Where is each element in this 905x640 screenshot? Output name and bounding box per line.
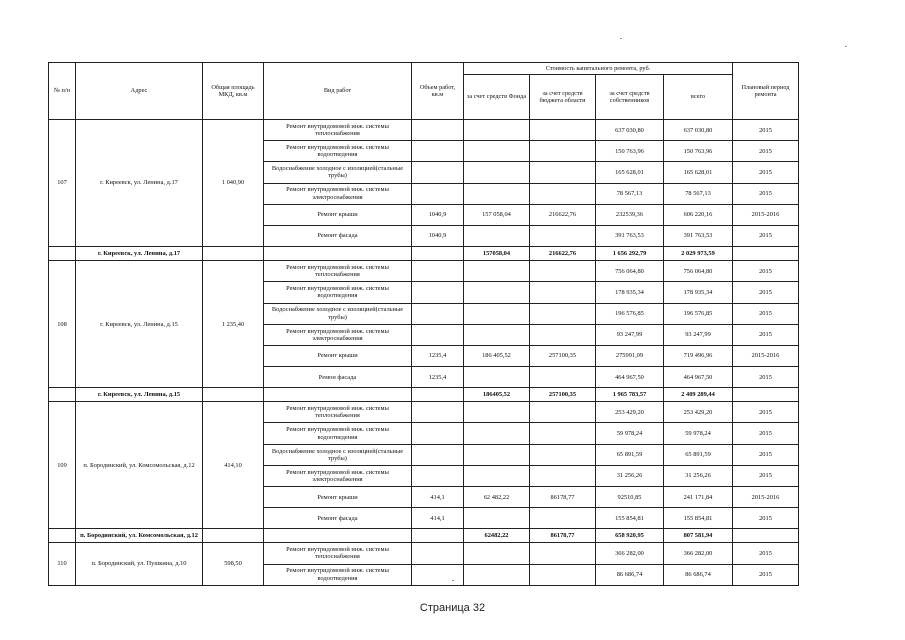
total-cell: 155 854,81: [664, 508, 733, 529]
owners-cell: 86 686,74: [596, 564, 664, 585]
region-budget-cell: 86178,77: [530, 487, 596, 508]
volume-cell: [412, 261, 464, 282]
period-cell: 2015-2016: [733, 204, 799, 225]
work-type-cell: Водоснабжение холодное с изоляцией(стальные трубы): [264, 444, 412, 465]
region-budget-cell: [530, 324, 596, 345]
fund-cell: 62 482,22: [464, 487, 530, 508]
total-cell: 464 967,50: [664, 367, 733, 388]
subtotal-total: 2 029 973,59: [664, 247, 733, 261]
owners-cell: 464 967,50: [596, 367, 664, 388]
volume-cell: 414,1: [412, 487, 464, 508]
subtotal-row: [49, 388, 799, 402]
region-budget-cell: 257100,35: [530, 345, 596, 366]
volume-cell: 1235,4: [412, 367, 464, 388]
total-cell: 719 496,96: [664, 345, 733, 366]
period-cell: 2015: [733, 367, 799, 388]
subtotal-volume-blank: [412, 247, 464, 261]
row-address: г. Киреевск, ул. Ленина, д.15: [76, 261, 203, 388]
fund-cell: [464, 303, 530, 324]
volume-cell: [412, 162, 464, 183]
region-budget-cell: [530, 444, 596, 465]
volume-cell: [412, 543, 464, 564]
subtotal-work-blank: [264, 247, 412, 261]
fund-cell: [464, 465, 530, 486]
work-type-cell: Водоснабжение холодное с изоляцией(стальные трубы): [264, 303, 412, 324]
table-body: [49, 120, 799, 586]
row-area: 598,50: [203, 543, 264, 585]
period-cell: 2015: [733, 402, 799, 423]
row-address: п. Бородинский, ул. Пушкина, д.10: [76, 543, 203, 585]
total-cell: 196 576,85: [664, 303, 733, 324]
total-cell: 31 256,26: [664, 465, 733, 486]
period-cell: 2015: [733, 564, 799, 585]
subtotal-volume-blank: [412, 388, 464, 402]
volume-cell: 1040,9: [412, 225, 464, 246]
owners-cell: 150 763,96: [596, 141, 664, 162]
subtotal-region-budget: 216622,76: [530, 247, 596, 261]
period-cell: 2015-2016: [733, 487, 799, 508]
volume-cell: [412, 444, 464, 465]
subtotal-total: 2 409 289,44: [664, 388, 733, 402]
total-cell: 178 935,34: [664, 282, 733, 303]
volume-cell: 1235,4: [412, 345, 464, 366]
owners-cell: 756 064,80: [596, 261, 664, 282]
work-type-cell: Водоснабжение холодное с изоляцией(стальные трубы): [264, 162, 412, 183]
work-type-cell: Ремонт крыши: [264, 204, 412, 225]
region-budget-cell: [530, 303, 596, 324]
subtotal-area-blank: [203, 529, 264, 543]
col-fund: за счет средств Фонда: [464, 75, 530, 120]
row-area: 414,10: [203, 402, 264, 529]
work-type-cell: Ремонт внутридомовой инж. системы водоотведения: [264, 141, 412, 162]
subtotal-fund: 157058,04: [464, 247, 530, 261]
volume-cell: [412, 564, 464, 585]
work-type-cell: Ремон фасада: [264, 367, 412, 388]
owners-cell: 93 247,99: [596, 324, 664, 345]
total-cell: 93 247,99: [664, 324, 733, 345]
region-budget-cell: [530, 225, 596, 246]
region-budget-cell: [530, 564, 596, 585]
fund-cell: 186 405,52: [464, 345, 530, 366]
row-num: 110: [49, 543, 76, 585]
total-cell: 366 282,00: [664, 543, 733, 564]
volume-cell: [412, 465, 464, 486]
fund-cell: [464, 324, 530, 345]
owners-cell: 59 978,24: [596, 423, 664, 444]
period-cell: 2015: [733, 141, 799, 162]
table-row: [49, 120, 799, 141]
total-cell: 241 171,84: [664, 487, 733, 508]
fund-cell: [464, 543, 530, 564]
owners-cell: 65 891,59: [596, 444, 664, 465]
work-type-cell: Ремонт крыши: [264, 345, 412, 366]
total-cell: 86 686,74: [664, 564, 733, 585]
subtotal-label: г. Киреевск, ул. Ленина, д.17: [76, 247, 203, 261]
work-type-cell: Ремонт внутридомовой инж. системы теплоснабжения: [264, 261, 412, 282]
owners-cell: 92510,85: [596, 487, 664, 508]
fund-cell: [464, 141, 530, 162]
total-cell: 150 763,96: [664, 141, 733, 162]
row-num: 107: [49, 120, 76, 247]
fund-cell: [464, 120, 530, 141]
volume-cell: [412, 183, 464, 204]
region-budget-cell: [530, 423, 596, 444]
fund-cell: [464, 564, 530, 585]
row-num: 108: [49, 261, 76, 388]
owners-cell: 78 567,13: [596, 183, 664, 204]
subtotal-blank: [49, 529, 76, 543]
owners-cell: 31 256,26: [596, 465, 664, 486]
volume-cell: 414,1: [412, 508, 464, 529]
col-work-type: Вид работ: [264, 63, 412, 120]
repair-plan-table: [48, 62, 799, 586]
fund-cell: [464, 183, 530, 204]
col-area: Общая площадь МКД, кв.м: [203, 63, 264, 120]
subtotal-owners: 658 920,95: [596, 529, 664, 543]
subtotal-fund: 186405,52: [464, 388, 530, 402]
region-budget-cell: [530, 465, 596, 486]
region-budget-cell: [530, 261, 596, 282]
region-budget-cell: [530, 402, 596, 423]
fund-cell: [464, 444, 530, 465]
period-cell: 2015: [733, 508, 799, 529]
region-budget-cell: [530, 183, 596, 204]
work-type-cell: Ремонт внутридомовой инж. системы теплоснабжения: [264, 402, 412, 423]
total-cell: 59 978,24: [664, 423, 733, 444]
work-type-cell: Ремонт внутридомовой инж. системы электроснабжения: [264, 465, 412, 486]
total-cell: 606 220,16: [664, 204, 733, 225]
volume-cell: [412, 402, 464, 423]
subtotal-blank: [49, 247, 76, 261]
page-number: Страница 32: [419, 602, 486, 614]
subtotal-label: г. Киреевск, ул. Ленина, д.15: [76, 388, 203, 402]
owners-cell: 637 030,80: [596, 120, 664, 141]
fund-cell: 157 058,04: [464, 204, 530, 225]
fund-cell: [464, 261, 530, 282]
scan-speck: [845, 46, 847, 47]
subtotal-work-blank: [264, 388, 412, 402]
col-owners: за счет средств собственников: [596, 75, 664, 120]
period-cell: 2015: [733, 444, 799, 465]
period-cell: 2015: [733, 423, 799, 444]
fund-cell: [464, 225, 530, 246]
fund-cell: [464, 282, 530, 303]
fund-cell: [464, 162, 530, 183]
period-cell: 2015: [733, 261, 799, 282]
volume-cell: [412, 120, 464, 141]
col-address: Адрес: [76, 63, 203, 120]
subtotal-region-budget: 86178,77: [530, 529, 596, 543]
subtotal-work-blank: [264, 529, 412, 543]
owners-cell: 232539,36: [596, 204, 664, 225]
period-cell: 2015: [733, 183, 799, 204]
work-type-cell: Ремонт внутридомовой инж. системы водоотведения: [264, 423, 412, 444]
subtotal-owners: 1 656 292,79: [596, 247, 664, 261]
owners-cell: 178 935,34: [596, 282, 664, 303]
total-cell: 65 891,59: [664, 444, 733, 465]
work-type-cell: Ремонт фасада: [264, 508, 412, 529]
fund-cell: [464, 508, 530, 529]
region-budget-cell: [530, 367, 596, 388]
subtotal-total: 807 581,94: [664, 529, 733, 543]
col-volume: Объем работ, кв.м: [412, 63, 464, 120]
subtotal-row: [49, 529, 799, 543]
table-row: [49, 261, 799, 282]
subtotal-owners: 1 965 783,57: [596, 388, 664, 402]
period-cell: 2015-2016: [733, 345, 799, 366]
row-address: п. Бородинский, ул. Комсомольская, д.12: [76, 402, 203, 529]
work-type-cell: Ремонт внутридомовой инж. системы электроснабжения: [264, 183, 412, 204]
owners-cell: 391 763,53: [596, 225, 664, 246]
period-cell: 2015: [733, 162, 799, 183]
subtotal-period-blank: [733, 529, 799, 543]
total-cell: 253 429,20: [664, 402, 733, 423]
work-type-cell: Ремонт фасада: [264, 225, 412, 246]
subtotal-fund: 62482,22: [464, 529, 530, 543]
period-cell: 2015: [733, 282, 799, 303]
col-period: Плановый период ремонта: [733, 63, 799, 120]
period-cell: 2015: [733, 465, 799, 486]
subtotal-volume-blank: [412, 529, 464, 543]
total-cell: 78 567,13: [664, 183, 733, 204]
table-row: [49, 543, 799, 564]
subtotal-area-blank: [203, 388, 264, 402]
subtotal-blank: [49, 388, 76, 402]
col-cost-group: Стоимость капитального ремонта, руб.: [464, 63, 733, 75]
work-type-cell: Ремонт внутридомовой инж. системы теплоснабжения: [264, 120, 412, 141]
volume-cell: [412, 423, 464, 444]
volume-cell: [412, 324, 464, 345]
period-cell: 2015: [733, 303, 799, 324]
subtotal-label: п. Бородинский, ул. Комсомольская, д.12: [76, 529, 203, 543]
period-cell: 2015: [733, 120, 799, 141]
volume-cell: [412, 282, 464, 303]
owners-cell: 165 628,01: [596, 162, 664, 183]
work-type-cell: Ремонт внутридомовой инж. системы теплоснабжения: [264, 543, 412, 564]
region-budget-cell: [530, 162, 596, 183]
total-cell: 391 763,53: [664, 225, 733, 246]
col-region-budget: за счет средств бюджета области: [530, 75, 596, 120]
total-cell: 756 064,80: [664, 261, 733, 282]
row-address: г. Киреевск, ул. Ленина, д.17: [76, 120, 203, 247]
subtotal-row: [49, 247, 799, 261]
region-budget-cell: [530, 543, 596, 564]
subtotal-period-blank: [733, 247, 799, 261]
total-cell: 165 628,01: [664, 162, 733, 183]
region-budget-cell: [530, 508, 596, 529]
volume-cell: [412, 303, 464, 324]
subtotal-region-budget: 257100,35: [530, 388, 596, 402]
owners-cell: 155 854,81: [596, 508, 664, 529]
work-type-cell: Ремонт внутридомовой инж. системы электроснабжения: [264, 324, 412, 345]
table-row: [49, 402, 799, 423]
owners-cell: 196 576,85: [596, 303, 664, 324]
fund-cell: [464, 367, 530, 388]
volume-cell: 1040,9: [412, 204, 464, 225]
region-budget-cell: 216622,76: [530, 204, 596, 225]
work-type-cell: Ремонт крыши: [264, 487, 412, 508]
subtotal-period-blank: [733, 388, 799, 402]
work-type-cell: Ремонт внутридомовой инж. системы водоотведения: [264, 282, 412, 303]
col-num: № п/п: [49, 63, 76, 120]
period-cell: 2015: [733, 324, 799, 345]
owners-cell: 275991,09: [596, 345, 664, 366]
owners-cell: 253 429,20: [596, 402, 664, 423]
row-num: 109: [49, 402, 76, 529]
total-cell: 637 030,80: [664, 120, 733, 141]
fund-cell: [464, 423, 530, 444]
volume-cell: [412, 141, 464, 162]
col-total: всего: [664, 75, 733, 120]
subtotal-area-blank: [203, 247, 264, 261]
period-cell: 2015: [733, 225, 799, 246]
owners-cell: 366 282,00: [596, 543, 664, 564]
row-area: 1 040,90: [203, 120, 264, 247]
region-budget-cell: [530, 282, 596, 303]
period-cell: 2015: [733, 543, 799, 564]
region-budget-cell: [530, 141, 596, 162]
scan-speck: [620, 38, 622, 39]
scan-speck: [452, 580, 454, 581]
row-area: 1 235,40: [203, 261, 264, 388]
region-budget-cell: [530, 120, 596, 141]
work-type-cell: Ремонт внутридомовой инж. системы водоотведения: [264, 564, 412, 585]
fund-cell: [464, 402, 530, 423]
